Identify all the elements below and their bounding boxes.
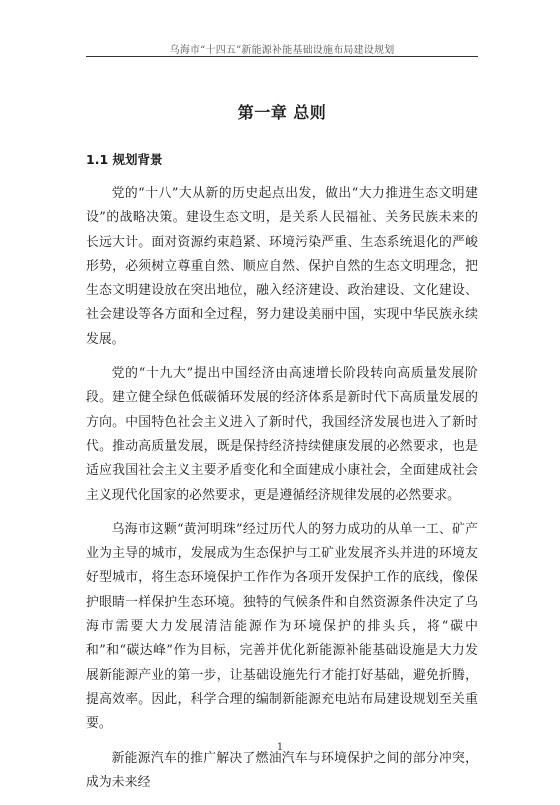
- paragraph: 党的“十九大”提出中国经济由高速增长阶段转向高质量发展阶段。建立健全绿色低碳循环发展的经济体系是新时代下高质量发展的方向。中国特色社会主义进入了新时代，我国经济发展也进入了新时代。推动高质量发展，既是保持经济持续健康发展的必然要求，也是适应我国社会主义主要矛盾变化和全面建成小康社会，全面建成社会主义现代化国家的必然要求，更是遵循经济规律发展的必然要求。: [86, 366, 478, 503]
- paragraph: 新能源汽车的推广解决了燃油汽车与环境保护之间的部分冲突，成为未来经: [86, 750, 478, 790]
- running-header: 乌海市“十四五”新能源补能基础设施布局建设规划: [169, 45, 395, 56]
- body-text: [86, 182, 478, 805]
- page-number: 1: [276, 742, 284, 753]
- paragraph: 乌海市这颗“黄河明珠”经过历代人的努力成功的从单一工、矿产业为主导的城市，发展成为生态保护与工矿业发展齐头并进的环境友好型城市，将生态环境保护工作作为各项开发保护工作的底线，像保护眼睛一样保护生态环境。独特的气候条件和自然资源条件决定了乌海市需要大力发展清洁能源作为环境保护的排头兵，将“碳中和”和“碳达峰”作为目标，完善并优化新能源补能基础设施是大力发展新能源产业的第一步，让基础设施先行才能打好基础，避免折腾，提高效率。因此，科学合理的编制新能源充电站布局建设规划至关重要。: [86, 521, 478, 732]
- paragraph: 党的“十八”大从新的历史起点出发，做出“大力推进生态文明建设”的战略决策。建设生态文明，是关系人民福祉、关务民族未来的长远大计。面对资源约束趋紧、环境污染严重、生态系统退化的严峻形势，必须树立尊重自然、顺应自然、保护自然的生态文明理念，把生态文明建设放在突出地位，融入经济建设、政治建设、文化建设、社会建设等各方面和全过程，努力建设美丽中国，实现中华民族永续发展。: [86, 186, 478, 347]
- header-divider: [86, 56, 478, 57]
- section-heading: 1.1 规划背景: [86, 152, 163, 167]
- chapter-title: 第一章 总则: [237, 103, 327, 122]
